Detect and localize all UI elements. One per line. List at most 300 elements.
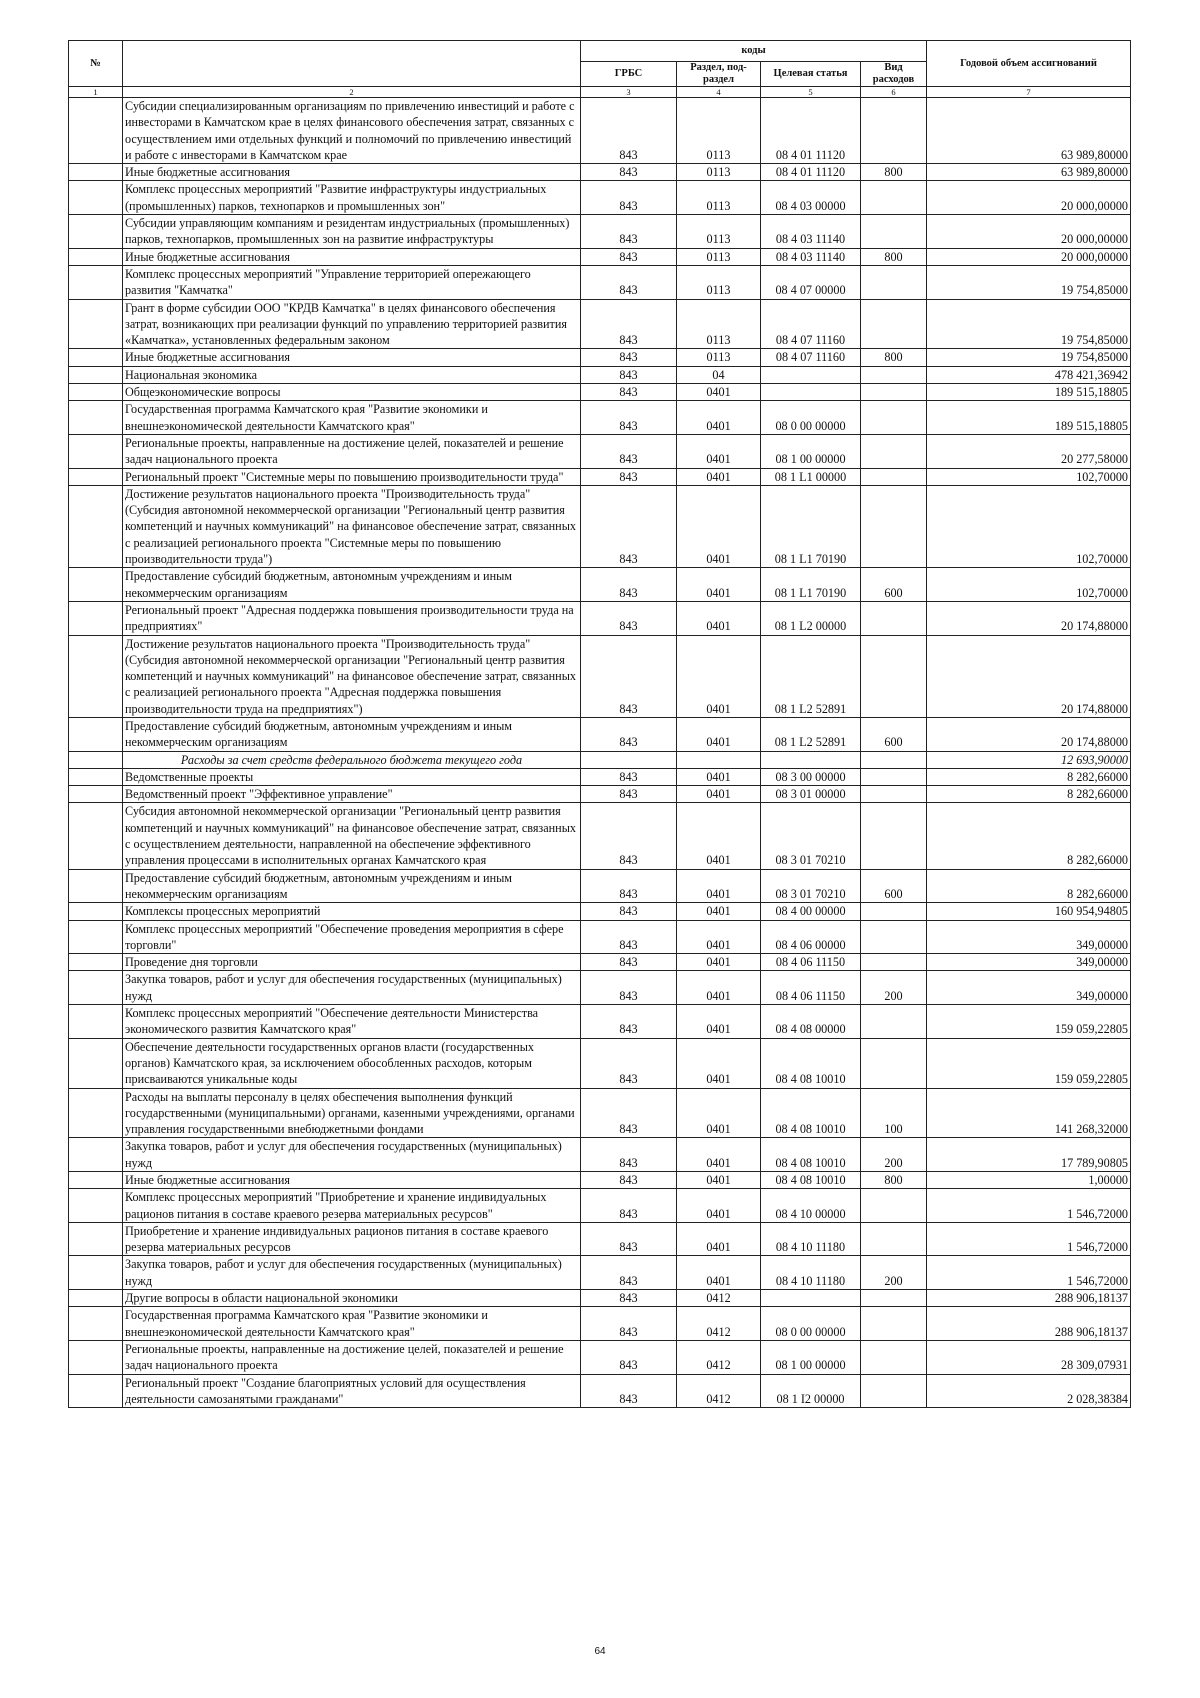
cell-amount: 478 421,36942 xyxy=(927,366,1131,383)
cell-name: Субсидия автономной некоммерческой организации "Региональный центр развития компетенций и научных коммуникаций" на финансовое обеспечение затрат, связанных с осуществлением деятельности, направленной на обеспечение эффективного управления процессами в исполнительных органах Камчатского края xyxy=(123,803,581,869)
cell-type xyxy=(861,920,927,954)
cell-num xyxy=(69,164,123,181)
cell-target: 08 4 08 10010 xyxy=(761,1088,861,1138)
cell-target: 08 4 06 11150 xyxy=(761,971,861,1005)
table-row xyxy=(69,366,1131,383)
table-row xyxy=(69,181,1131,215)
cell-section: 0412 xyxy=(677,1307,761,1341)
cell-num xyxy=(69,717,123,751)
cell-amount: 20 000,00000 xyxy=(927,215,1131,249)
cell-amount: 20 174,88000 xyxy=(927,601,1131,635)
table-row xyxy=(69,164,1131,181)
table-row xyxy=(69,635,1131,717)
cell-name: Национальная экономика xyxy=(123,366,581,383)
cell-name: Государственная программа Камчатского края "Развитие экономики и внешнеэкономической деятельности Камчатского края" xyxy=(123,1307,581,1341)
cell-section: 0401 xyxy=(677,971,761,1005)
table-row xyxy=(69,485,1131,567)
cell-grbs: 843 xyxy=(581,1256,677,1290)
cell-name: Закупка товаров, работ и услуг для обеспечения государственных (муниципальных) нужд xyxy=(123,1256,581,1290)
cell-type: 100 xyxy=(861,1088,927,1138)
cell-section: 0412 xyxy=(677,1340,761,1374)
table-row xyxy=(69,248,1131,265)
cell-amount: 288 906,18137 xyxy=(927,1290,1131,1307)
cell-num xyxy=(69,349,123,366)
cell-num xyxy=(69,1005,123,1039)
cell-target: 08 1 00 00000 xyxy=(761,434,861,468)
cell-amount: 102,70000 xyxy=(927,485,1131,567)
budget-table xyxy=(68,40,1131,1408)
table-row xyxy=(69,1172,1131,1189)
cell-num xyxy=(69,601,123,635)
index-cell: 3 xyxy=(581,87,677,98)
cell-name: Региональный проект "Создание благоприятных условий для осуществления деятельности самозанятыми гражданами" xyxy=(123,1374,581,1408)
cell-num xyxy=(69,869,123,903)
index-cell: 7 xyxy=(927,87,1131,98)
cell-amount: 19 754,85000 xyxy=(927,299,1131,349)
cell-amount: 20 000,00000 xyxy=(927,181,1131,215)
cell-amount: 63 989,80000 xyxy=(927,98,1131,164)
cell-type: 800 xyxy=(861,1172,927,1189)
table-row xyxy=(69,768,1131,785)
cell-target: 08 0 00 00000 xyxy=(761,401,861,435)
cell-type xyxy=(861,434,927,468)
table-row xyxy=(69,751,1131,768)
index-cell: 5 xyxy=(761,87,861,98)
cell-num xyxy=(69,1222,123,1256)
cell-target: 08 4 03 00000 xyxy=(761,181,861,215)
cell-name: Расходы на выплаты персоналу в целях обеспечения выполнения функций государственными (муниципальными) органами, казенными учреждениями, органами управления государственными внебюджетными фондами xyxy=(123,1088,581,1138)
cell-target xyxy=(761,384,861,401)
cell-type xyxy=(861,384,927,401)
cell-type xyxy=(861,1222,927,1256)
table-row xyxy=(69,468,1131,485)
cell-section: 0401 xyxy=(677,485,761,567)
cell-type xyxy=(861,181,927,215)
cell-amount: 19 754,85000 xyxy=(927,265,1131,299)
cell-grbs: 843 xyxy=(581,803,677,869)
cell-grbs: 843 xyxy=(581,954,677,971)
table-row xyxy=(69,215,1131,249)
cell-grbs: 843 xyxy=(581,717,677,751)
cell-amount: 349,00000 xyxy=(927,920,1131,954)
cell-grbs: 843 xyxy=(581,1038,677,1088)
cell-type xyxy=(861,401,927,435)
cell-amount: 1 546,72000 xyxy=(927,1222,1131,1256)
cell-target xyxy=(761,366,861,383)
cell-num xyxy=(69,803,123,869)
cell-num xyxy=(69,768,123,785)
cell-type: 800 xyxy=(861,248,927,265)
cell-section: 0113 xyxy=(677,349,761,366)
cell-amount: 8 282,66000 xyxy=(927,803,1131,869)
table-row xyxy=(69,1088,1131,1138)
cell-section: 0401 xyxy=(677,401,761,435)
cell-type xyxy=(861,485,927,567)
cell-target: 08 1 L1 00000 xyxy=(761,468,861,485)
cell-type: 600 xyxy=(861,869,927,903)
cell-target: 08 1 I2 00000 xyxy=(761,1374,861,1408)
cell-section: 0401 xyxy=(677,1038,761,1088)
cell-section: 0401 xyxy=(677,717,761,751)
cell-type xyxy=(861,903,927,920)
cell-num xyxy=(69,971,123,1005)
table-row xyxy=(69,1005,1131,1039)
cell-name: Предоставление субсидий бюджетным, автономным учреждениям и иным некоммерческим организациям xyxy=(123,717,581,751)
cell-type: 800 xyxy=(861,349,927,366)
cell-section: 0401 xyxy=(677,1172,761,1189)
table-row xyxy=(69,1340,1131,1374)
cell-grbs: 843 xyxy=(581,366,677,383)
cell-amount: 288 906,18137 xyxy=(927,1307,1131,1341)
cell-name: Предоставление субсидий бюджетным, автономным учреждениям и иным некоммерческим организациям xyxy=(123,869,581,903)
cell-grbs: 843 xyxy=(581,401,677,435)
cell-num xyxy=(69,1340,123,1374)
cell-num xyxy=(69,1172,123,1189)
cell-num xyxy=(69,248,123,265)
index-cell: 1 xyxy=(69,87,123,98)
header-name-empty xyxy=(123,41,581,87)
cell-target: 08 4 07 11160 xyxy=(761,349,861,366)
cell-type xyxy=(861,751,927,768)
cell-grbs: 843 xyxy=(581,1189,677,1223)
header-grbs: ГРБС xyxy=(581,62,677,87)
cell-num xyxy=(69,181,123,215)
table-row xyxy=(69,954,1131,971)
cell-type xyxy=(861,1340,927,1374)
cell-target: 08 4 07 11160 xyxy=(761,299,861,349)
table-row xyxy=(69,869,1131,903)
cell-grbs: 843 xyxy=(581,468,677,485)
cell-target: 08 1 L1 70190 xyxy=(761,485,861,567)
cell-name: Региональный проект "Системные меры по повышению производительности труда" xyxy=(123,468,581,485)
table-row xyxy=(69,1222,1131,1256)
cell-name: Закупка товаров, работ и услуг для обеспечения государственных (муниципальных) нужд xyxy=(123,1138,581,1172)
cell-name: Государственная программа Камчатского края "Развитие экономики и внешнеэкономической деятельности Камчатского края" xyxy=(123,401,581,435)
cell-grbs: 843 xyxy=(581,1340,677,1374)
cell-type xyxy=(861,1290,927,1307)
cell-type xyxy=(861,98,927,164)
cell-name: Комплекс процессных мероприятий "Обеспечение проведения мероприятия в сфере торговли" xyxy=(123,920,581,954)
cell-grbs: 843 xyxy=(581,1005,677,1039)
table-row xyxy=(69,786,1131,803)
cell-target: 08 4 01 11120 xyxy=(761,164,861,181)
cell-amount: 1,00000 xyxy=(927,1172,1131,1189)
cell-grbs: 843 xyxy=(581,434,677,468)
cell-num xyxy=(69,485,123,567)
cell-target: 08 4 07 00000 xyxy=(761,265,861,299)
cell-name: Комплекс процессных мероприятий "Управление территорией опережающего развития "Камчатка" xyxy=(123,265,581,299)
cell-amount: 102,70000 xyxy=(927,568,1131,602)
cell-grbs: 843 xyxy=(581,384,677,401)
cell-type xyxy=(861,215,927,249)
cell-amount: 160 954,94805 xyxy=(927,903,1131,920)
header-codes-group: коды xyxy=(581,41,927,62)
cell-grbs: 843 xyxy=(581,1307,677,1341)
cell-num xyxy=(69,98,123,164)
cell-grbs xyxy=(581,751,677,768)
cell-target: 08 4 08 10010 xyxy=(761,1038,861,1088)
cell-name: Региональные проекты, направленные на достижение целей, показателей и решение задач национального проекта xyxy=(123,1340,581,1374)
cell-num xyxy=(69,1256,123,1290)
cell-grbs: 843 xyxy=(581,248,677,265)
cell-section: 0401 xyxy=(677,568,761,602)
cell-name: Комплексы процессных мероприятий xyxy=(123,903,581,920)
cell-amount: 8 282,66000 xyxy=(927,768,1131,785)
cell-target: 08 1 L2 52891 xyxy=(761,635,861,717)
header-type: Вид расходов xyxy=(861,62,927,87)
table-row xyxy=(69,265,1131,299)
cell-num xyxy=(69,299,123,349)
cell-target: 08 4 06 11150 xyxy=(761,954,861,971)
cell-num xyxy=(69,751,123,768)
cell-num xyxy=(69,568,123,602)
cell-target: 08 1 L2 00000 xyxy=(761,601,861,635)
cell-amount: 141 268,32000 xyxy=(927,1088,1131,1138)
cell-type: 600 xyxy=(861,568,927,602)
cell-name: Субсидии специализированным организациям по привлечению инвестиций и работе с инвесторами в Камчатском крае в целях финансового обеспечения затрат, связанных с осуществлением ими отдельных функций и полномочий по привлечению инвестиций и работе с инвесторами в Камчатском крае xyxy=(123,98,581,164)
cell-section: 0401 xyxy=(677,786,761,803)
cell-num xyxy=(69,384,123,401)
cell-name: Комплекс процессных мероприятий "Обеспечение деятельности Министерства экономического развития Камчатского края" xyxy=(123,1005,581,1039)
table-row xyxy=(69,1374,1131,1408)
cell-section: 0412 xyxy=(677,1374,761,1408)
cell-amount: 20 277,58000 xyxy=(927,434,1131,468)
cell-name: Достижение результатов национального проекта "Производительность труда" (Субсидия автономной некоммерческой организации "Региональный центр развития компетенций и научных коммуникаций" на финансовое обеспечение затрат, связанных с реализацией регионального проекта "Адресная поддержка повышения производительности труда на предприятиях") xyxy=(123,635,581,717)
cell-section: 0401 xyxy=(677,920,761,954)
cell-target: 08 3 00 00000 xyxy=(761,768,861,785)
table-row xyxy=(69,803,1131,869)
cell-grbs: 843 xyxy=(581,98,677,164)
cell-num xyxy=(69,401,123,435)
cell-type xyxy=(861,635,927,717)
cell-section: 0113 xyxy=(677,248,761,265)
cell-grbs: 843 xyxy=(581,1374,677,1408)
table-header xyxy=(69,41,1131,98)
cell-grbs: 843 xyxy=(581,568,677,602)
table-row xyxy=(69,717,1131,751)
cell-grbs: 843 xyxy=(581,1172,677,1189)
cell-name: Достижение результатов национального проекта "Производительность труда" (Субсидия автономной некоммерческой организации "Региональный центр развития компетенций и научных коммуникаций" на финансовое обеспечение затрат, связанных с реализацией регионального проекта "Системные меры по повышению производительности труда") xyxy=(123,485,581,567)
cell-num xyxy=(69,1138,123,1172)
cell-target: 08 4 01 11120 xyxy=(761,98,861,164)
cell-grbs: 843 xyxy=(581,786,677,803)
cell-type xyxy=(861,1038,927,1088)
cell-amount: 349,00000 xyxy=(927,971,1131,1005)
cell-type xyxy=(861,1374,927,1408)
cell-num xyxy=(69,903,123,920)
cell-name: Комплекс процессных мероприятий "Приобретение и хранение индивидуальных рационов питания в составе краевого резерва материальных ресурсов" xyxy=(123,1189,581,1223)
cell-amount: 20 174,88000 xyxy=(927,717,1131,751)
cell-target xyxy=(761,751,861,768)
cell-amount: 20 174,88000 xyxy=(927,635,1131,717)
cell-type xyxy=(861,768,927,785)
cell-section: 0401 xyxy=(677,869,761,903)
cell-section: 0113 xyxy=(677,164,761,181)
cell-target: 08 4 03 11140 xyxy=(761,215,861,249)
cell-target: 08 4 08 00000 xyxy=(761,1005,861,1039)
cell-amount: 1 546,72000 xyxy=(927,1256,1131,1290)
cell-section: 0113 xyxy=(677,215,761,249)
cell-grbs: 843 xyxy=(581,265,677,299)
cell-section: 0401 xyxy=(677,1088,761,1138)
cell-target xyxy=(761,1290,861,1307)
cell-grbs: 843 xyxy=(581,349,677,366)
cell-section: 04 xyxy=(677,366,761,383)
cell-type: 600 xyxy=(861,717,927,751)
cell-type xyxy=(861,468,927,485)
cell-name: Ведомственные проекты xyxy=(123,768,581,785)
cell-grbs: 843 xyxy=(581,485,677,567)
cell-grbs: 843 xyxy=(581,299,677,349)
table-row xyxy=(69,434,1131,468)
cell-name: Иные бюджетные ассигнования xyxy=(123,164,581,181)
cell-type: 800 xyxy=(861,164,927,181)
cell-type xyxy=(861,786,927,803)
cell-num xyxy=(69,265,123,299)
cell-section: 0401 xyxy=(677,1189,761,1223)
header-section: Раздел, под-раздел xyxy=(677,62,761,87)
cell-section: 0113 xyxy=(677,98,761,164)
cell-grbs: 843 xyxy=(581,920,677,954)
cell-name: Комплекс процессных мероприятий "Развитие инфраструктуры индустриальных (промышленных) парков, технопарков и промышленных зон" xyxy=(123,181,581,215)
cell-section: 0401 xyxy=(677,434,761,468)
cell-num xyxy=(69,786,123,803)
cell-section: 0401 xyxy=(677,1138,761,1172)
cell-grbs: 843 xyxy=(581,601,677,635)
cell-section: 0113 xyxy=(677,265,761,299)
cell-num xyxy=(69,434,123,468)
cell-section: 0401 xyxy=(677,903,761,920)
cell-target: 08 3 01 70210 xyxy=(761,869,861,903)
cell-target: 08 4 10 11180 xyxy=(761,1256,861,1290)
table-row xyxy=(69,903,1131,920)
cell-name: Обеспечение деятельности государственных органов власти (государственных органов) Камчатского края, за исключением обособленных расходов, которым присваиваются уникальные коды xyxy=(123,1038,581,1088)
cell-num xyxy=(69,1290,123,1307)
cell-section: 0401 xyxy=(677,1222,761,1256)
cell-num xyxy=(69,954,123,971)
table-row xyxy=(69,1256,1131,1290)
header-amount: Годовой объем ассигнований xyxy=(927,41,1131,87)
cell-section: 0113 xyxy=(677,299,761,349)
cell-name: Иные бюджетные ассигнования xyxy=(123,248,581,265)
cell-section: 0401 xyxy=(677,635,761,717)
cell-type: 200 xyxy=(861,1256,927,1290)
cell-name: Закупка товаров, работ и услуг для обеспечения государственных (муниципальных) нужд xyxy=(123,971,581,1005)
cell-amount: 8 282,66000 xyxy=(927,869,1131,903)
cell-amount: 8 282,66000 xyxy=(927,786,1131,803)
cell-name: Расходы за счет средств федерального бюджета текущего года xyxy=(123,751,581,768)
table-row xyxy=(69,98,1131,164)
header-number: № xyxy=(69,41,123,87)
cell-target: 08 4 10 00000 xyxy=(761,1189,861,1223)
cell-section: 0401 xyxy=(677,1005,761,1039)
cell-type: 200 xyxy=(861,1138,927,1172)
cell-grbs: 843 xyxy=(581,181,677,215)
cell-amount: 102,70000 xyxy=(927,468,1131,485)
cell-amount: 159 059,22805 xyxy=(927,1038,1131,1088)
cell-amount: 1 546,72000 xyxy=(927,1189,1131,1223)
cell-grbs: 843 xyxy=(581,1088,677,1138)
index-cell: 6 xyxy=(861,87,927,98)
cell-num xyxy=(69,920,123,954)
cell-name: Другие вопросы в области национальной экономики xyxy=(123,1290,581,1307)
cell-amount: 189 515,18805 xyxy=(927,384,1131,401)
cell-section: 0401 xyxy=(677,803,761,869)
cell-section: 0401 xyxy=(677,601,761,635)
cell-name: Предоставление субсидий бюджетным, автономным учреждениям и иным некоммерческим организациям xyxy=(123,568,581,602)
index-cell: 2 xyxy=(123,87,581,98)
cell-target: 08 0 00 00000 xyxy=(761,1307,861,1341)
cell-grbs: 843 xyxy=(581,903,677,920)
cell-section: 0401 xyxy=(677,384,761,401)
cell-section xyxy=(677,751,761,768)
cell-num xyxy=(69,366,123,383)
table-row xyxy=(69,349,1131,366)
cell-name: Проведение дня торговли xyxy=(123,954,581,971)
cell-name: Иные бюджетные ассигнования xyxy=(123,349,581,366)
cell-name: Региональные проекты, направленные на достижение целей, показателей и решение задач национального проекта xyxy=(123,434,581,468)
cell-type xyxy=(861,954,927,971)
cell-num xyxy=(69,1374,123,1408)
cell-num xyxy=(69,1307,123,1341)
cell-target: 08 1 L2 52891 xyxy=(761,717,861,751)
cell-amount: 20 000,00000 xyxy=(927,248,1131,265)
cell-type xyxy=(861,366,927,383)
cell-type xyxy=(861,265,927,299)
cell-type xyxy=(861,803,927,869)
cell-name: Региональный проект "Адресная поддержка повышения производительности труда на предприятиях" xyxy=(123,601,581,635)
table-row xyxy=(69,1307,1131,1341)
cell-name: Общеэкономические вопросы xyxy=(123,384,581,401)
table-row xyxy=(69,920,1131,954)
cell-amount: 189 515,18805 xyxy=(927,401,1131,435)
page-number: 64 xyxy=(594,1646,606,1657)
header-target: Целевая статья xyxy=(761,62,861,87)
cell-target: 08 4 08 10010 xyxy=(761,1138,861,1172)
cell-target: 08 4 03 11140 xyxy=(761,248,861,265)
table-body xyxy=(69,98,1131,1408)
cell-grbs: 843 xyxy=(581,1222,677,1256)
table-row xyxy=(69,1189,1131,1223)
table-row xyxy=(69,401,1131,435)
cell-grbs: 843 xyxy=(581,1138,677,1172)
index-cell: 4 xyxy=(677,87,761,98)
cell-num xyxy=(69,1038,123,1088)
cell-type: 200 xyxy=(861,971,927,1005)
cell-target: 08 4 06 00000 xyxy=(761,920,861,954)
cell-amount: 19 754,85000 xyxy=(927,349,1131,366)
cell-type xyxy=(861,299,927,349)
cell-grbs: 843 xyxy=(581,768,677,785)
table-row xyxy=(69,1290,1131,1307)
cell-target: 08 1 00 00000 xyxy=(761,1340,861,1374)
cell-grbs: 843 xyxy=(581,971,677,1005)
cell-section: 0412 xyxy=(677,1290,761,1307)
cell-num xyxy=(69,215,123,249)
cell-target: 08 1 L1 70190 xyxy=(761,568,861,602)
cell-target: 08 4 10 11180 xyxy=(761,1222,861,1256)
table-row xyxy=(69,568,1131,602)
cell-type xyxy=(861,601,927,635)
table-row xyxy=(69,601,1131,635)
cell-name: Субсидии управляющим компаниям и резидентам индустриальных (промышленных) парков, технопарков, промышленных зон на развитие инфраструктуры xyxy=(123,215,581,249)
cell-amount: 159 059,22805 xyxy=(927,1005,1131,1039)
cell-grbs: 843 xyxy=(581,1290,677,1307)
cell-section: 0401 xyxy=(677,468,761,485)
cell-grbs: 843 xyxy=(581,215,677,249)
cell-grbs: 843 xyxy=(581,164,677,181)
cell-num xyxy=(69,1189,123,1223)
